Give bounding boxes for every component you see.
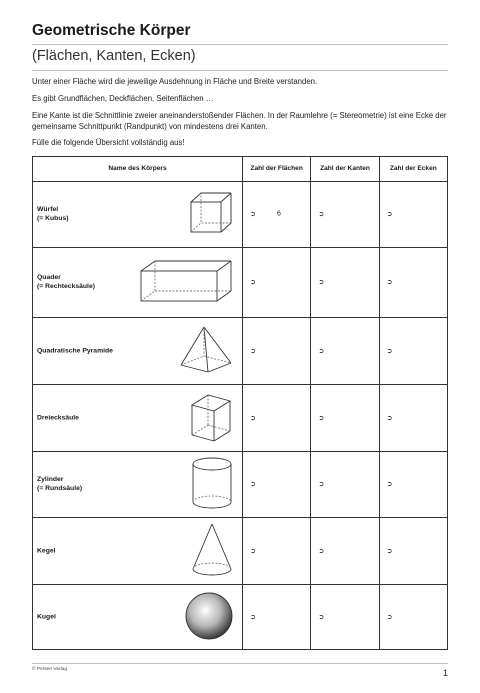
arrow-icon: ➲ [250,613,256,621]
intro-paragraph-4: Fülle die folgende Übersicht vollständig aus! [32,138,185,147]
edges-answer-cell[interactable] [311,584,379,650]
arrow-icon: ➲ [386,613,393,621]
intro-paragraph-3: Eine Kante ist die Schnittlinie zweier aneinanderstoßender Flächen. In der Raumlehre (= Stereometrie) ist eine Ecke der gemeinsame Schnittpunkt (Randpunkt) von mindestens drei Kanten. [32,111,447,131]
arrow-icon: ➲ [318,547,325,555]
faces-answer-cell[interactable] [243,517,311,584]
vertices-answer-cell[interactable] [379,517,447,584]
body-name: Zylinder (= Rundsäule) [37,476,83,492]
body-name: Dreiecksäule [37,414,79,421]
vertices-answer-cell[interactable] [379,451,447,517]
arrow-icon: ➲ [318,211,325,219]
edges-answer-cell[interactable] [311,517,379,584]
faces-answer-cell[interactable] [243,182,311,248]
subtitle-divider [32,70,448,71]
page-title: Geometrische Körper [32,22,191,39]
cylinder-icon [190,456,234,512]
cuboid-icon [138,258,234,306]
header-vertices: Zahl der Ecken [379,157,447,182]
footer-divider [32,663,448,664]
table-row [33,384,448,451]
body-name-cell [33,247,243,317]
arrow-icon: ➲ [250,211,256,219]
table-row [33,584,448,650]
arrow-icon: ➲ [386,481,393,488]
edges-answer-cell[interactable] [311,182,379,248]
intro-paragraph-2: Es gibt Grundflächen, Deckflächen, Seitenflächen … [32,94,214,103]
table-row [33,451,448,517]
body-name: Würfel (= Kubus) [37,206,69,223]
body-name-cell [33,517,243,584]
sphere-icon [184,591,234,643]
arrow-icon: ➲ [386,414,393,422]
table-row [33,517,448,584]
arrow-icon: ➲ [386,547,393,555]
faces-answer-cell[interactable] [243,584,311,650]
title-divider [32,44,448,45]
faces-answer-value: 6 [277,210,281,218]
intro-paragraph-1: Unter einer Fläche wird die jeweilige Ausdehnung in Fläche und Breite verstanden. [32,77,318,86]
arrow-icon: ➲ [318,481,325,488]
triangular-prism-icon [188,391,234,445]
edges-answer-cell[interactable] [311,451,379,517]
body-name: Quadratische Pyramide [37,347,113,354]
table-header-row [33,157,448,182]
body-name-cell [33,451,243,517]
body-name: Quader (= Rechtecksäule) [37,274,95,290]
arrow-icon: ➲ [386,347,393,355]
body-name: Kegel [37,547,56,554]
vertices-answer-cell[interactable] [379,317,447,384]
page-number: 1 [442,668,448,678]
body-name-cell [33,384,243,451]
page-subtitle: (Flächen, Kanten, Ecken) [32,48,196,64]
arrow-icon: ➲ [250,347,256,355]
faces-answer-cell[interactable] [243,247,311,317]
vertices-answer-cell[interactable] [379,247,447,317]
header-edges: Zahl der Kanten [311,157,379,182]
cone-icon [190,522,234,580]
faces-answer-cell[interactable] [243,317,311,384]
edges-answer-cell[interactable] [311,317,379,384]
vertices-answer-cell[interactable] [379,384,447,451]
body-name-cell [33,317,243,384]
faces-answer-cell[interactable] [243,384,311,451]
arrow-icon: ➲ [318,347,325,355]
cube-icon [188,190,234,238]
arrow-icon: ➲ [250,414,256,422]
vertices-answer-cell[interactable] [379,584,447,650]
edges-answer-cell[interactable] [311,247,379,317]
arrow-icon: ➲ [318,414,325,422]
header-faces: Zahl der Flächen [243,157,311,182]
table-row [33,182,448,248]
arrow-icon: ➲ [250,279,256,286]
arrow-icon: ➲ [386,211,393,219]
arrow-icon: ➲ [250,547,256,555]
table-row [33,247,448,317]
faces-answer-cell[interactable] [243,451,311,517]
publisher-credit: © Persen Verlag [32,667,67,672]
body-name: Kugel [37,613,56,621]
arrow-icon: ➲ [250,481,256,488]
body-name-cell [33,182,243,248]
arrow-icon: ➲ [318,279,325,286]
geometry-table [32,156,448,650]
header-name: Name des Körpers [33,157,243,182]
vertices-answer-cell[interactable] [379,182,447,248]
arrow-icon: ➲ [318,613,325,621]
pyramid-icon [178,325,234,377]
body-name-cell [33,584,243,650]
table-row [33,317,448,384]
arrow-icon: ➲ [386,279,393,286]
edges-answer-cell[interactable] [311,384,379,451]
